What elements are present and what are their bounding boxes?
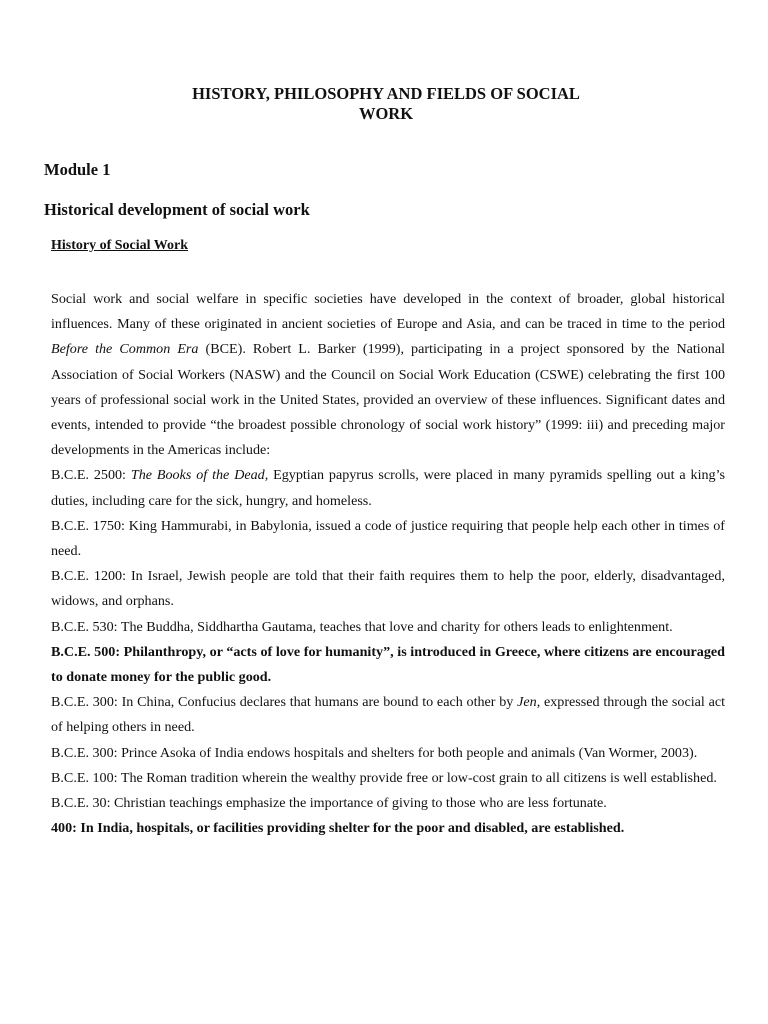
entry-text: B.C.E. 2500: <box>51 467 131 484</box>
timeline-entry <box>51 741 725 766</box>
entry-text-rest: , expressed through the social act of helping others in need. <box>51 694 726 736</box>
timeline-entry <box>51 766 725 791</box>
subheading: History of Social Work <box>51 238 189 253</box>
timeline-entry <box>51 514 725 564</box>
timeline-entry <box>51 640 725 690</box>
entry-italic: Jen <box>517 694 537 711</box>
intro-text-rest: (BCE). Robert L. Barker (1999), participating in a project sponsored by the National Association of Social Workers (NASW) and the Council on Social Work Education (CSWE) celebrating the first 100 years of professional social work in the United States, provided an overview of these influences. Significant dates and events, intended to provide “the broadest possible chronology of social work history” (1999: iii) and preceding major developments in the Americas include: <box>51 341 725 459</box>
timeline-entry <box>51 564 725 614</box>
entry-text: B.C.E. 530: The Buddha, Siddhartha Gautama, teaches that love and charity for others leads to enlightenment. <box>51 618 673 635</box>
timeline-entry <box>51 816 725 841</box>
section-heading: Historical development of social work <box>44 200 310 219</box>
title-line-2: WORK <box>358 104 414 123</box>
entry-text: B.C.E. 1750: King Hammurabi, in Babylonia, issued a code of justice requiring that people help each other in times of need. <box>51 517 725 560</box>
intro-text: Social work and social welfare in specific societies have developed in the context of broader, global historical influences. Many of these originated in ancient societies of Europe and Asia, and can be traced in time to the period <box>51 291 725 333</box>
entry-text: B.C.E. 300: In China, Confucius declares that humans are bound to each other by <box>51 694 518 711</box>
entry-text: B.C.E. 300: Prince Asoka of India endows hospitals and shelters for both people and animals (Van Wormer, 2003). <box>51 744 698 761</box>
timeline-entry <box>51 791 725 816</box>
timeline-entry <box>51 463 725 513</box>
entry-text: 400: In India, hospitals, or facilities providing shelter for the poor and disabled, are established. <box>51 820 625 837</box>
entry-text: B.C.E. 1200: In Israel, Jewish people are told that their faith requires them to help the poor, elderly, disadvantaged, widows, and orphans. <box>51 568 725 610</box>
entry-text-rest: Egyptian papyrus scrolls, were placed in many pyramids spelling out a king’s duties, including care for the sick, hungry, and homeless. <box>51 467 725 509</box>
document-title <box>100 84 672 124</box>
title-line-1: HISTORY, PHILOSOPHY AND FIELDS OF SOCIAL <box>192 84 580 103</box>
entry-italic: The Books of the Dead, <box>130 467 269 484</box>
module-heading: Module 1 <box>44 160 111 179</box>
entry-text: B.C.E. 500: Philanthropy, or “acts of love for humanity”, is introduced in Greece, where citizens are encouraged to donate money for the public good. <box>51 643 725 686</box>
body-text <box>51 287 725 841</box>
entry-text: B.C.E. 100: The Roman tradition wherein the wealthy provide free or low-cost grain to all citizens is well established. <box>51 769 717 786</box>
intro-paragraph <box>51 287 725 463</box>
intro-italic: Before the Common Era <box>51 341 199 358</box>
timeline-entry <box>51 690 725 740</box>
entry-text: B.C.E. 30: Christian teachings emphasize the importance of giving to those who are less fortunate. <box>51 795 607 812</box>
timeline-entry <box>51 615 725 640</box>
